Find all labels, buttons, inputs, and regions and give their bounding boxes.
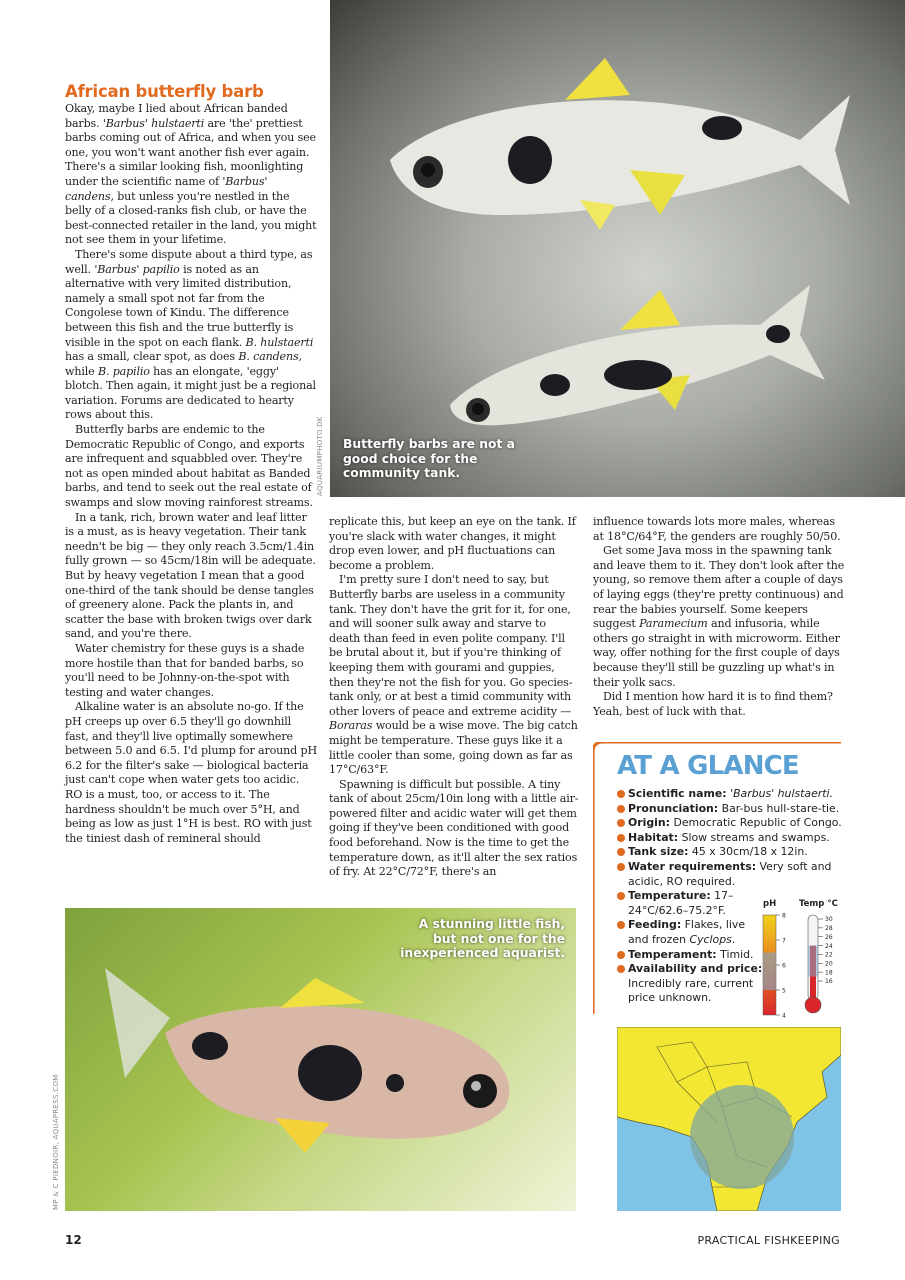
glance-label: Origin: [628,816,670,830]
text-run: . [731,932,736,946]
temp-label: Temp °C [799,899,838,909]
text-run: Spawning is difficult but possible. A tiny tank of about 25cm/10in long with a little air-powered filter and acidic water will get them going if they've been conditioned with good food beforehand. Now is the time to get the temperature down, as it'll alter the sex ratios of fry. At 22°C/72°F, there's an [329,777,579,879]
glance-item-text [628,948,768,963]
text-run: B. hulstaerti [245,335,314,349]
glance-label: Feeding: [628,918,682,932]
temp-tick-label: 16 [825,978,833,986]
page-number: 12 [65,1233,82,1247]
bullet-icon [617,848,625,856]
bullet-icon [617,892,625,900]
glance-item-text [628,918,768,947]
glance-item-text [628,889,768,918]
glance-item [617,831,847,846]
temp-tick-label: 18 [825,969,833,977]
text-run: , but unless you're nestled in the belly of a closed-ranks fish club, or have the best-connected retailer in the land, you might not see them in your lifetime. [65,189,317,247]
article-column-1 [65,102,317,846]
ph-tick-label: 7 [782,937,786,945]
temp-tick-label: 22 [825,951,833,959]
text-run: has an elongate, 'eggy' blotch. Then again, it might just be a regional variation. Forums are dedicated to hearty rows about this. [65,364,316,422]
bullet-icon [617,834,625,842]
butterfly-barbs-illustration [330,0,905,497]
bullet-icon [617,965,625,973]
text-run: Did I mention how hard it is to find them? Yeah, best of luck with that. [593,690,833,718]
bullet-icon [617,863,625,871]
article-paragraph [329,778,579,880]
glance-label: Water requirements: [628,859,757,873]
butterfly-barbs-photo [330,0,905,497]
article-column-3 [593,515,845,719]
glance-item-text [628,860,831,888]
article-paragraph [65,423,317,511]
text-run: Democratic Republic of Congo. [670,816,842,830]
lower-fish [450,285,825,425]
photo-caption: Butterfly barbs are not a good choice for the community tank. [343,437,515,481]
glance-item-text [628,845,808,858]
thermometer-bulb [805,997,821,1013]
glance-item-text [628,787,833,800]
bullet-icon [617,805,625,813]
text-run: Flakes, live and frozen [628,918,746,946]
article-paragraph [65,248,317,423]
article-paragraph [593,544,845,690]
ph-label: pH [763,899,777,909]
glance-item-text [628,802,839,815]
bullet-icon [617,951,625,959]
article-paragraph [329,515,579,573]
text-run: 'Barbus' papilio [94,262,180,276]
temp-tick-label: 26 [825,933,833,941]
photo-credit: AQUARIUMPHOTO.DK [316,416,324,496]
article-headline: African butterfly barb [65,82,264,101]
article-paragraph [65,511,317,642]
glance-label: Habitat: [628,830,679,844]
text-run: Bar-bus hull-stare-tie. [718,801,840,815]
glance-item-text [628,962,768,1006]
ph-tick-label: 4 [782,1012,786,1020]
upper-fish [390,58,850,230]
at-a-glance-title: AT A GLANCE [617,751,799,781]
glance-item-text [628,816,842,829]
ph-temperature-gauge [754,895,846,1020]
text-run: There's some dispute about a third type, as well. [65,247,313,276]
glance-item-text [628,831,830,844]
text-run: are 'the' prettiest barbs coming out of Africa, and when you see one, you won't want another fish ever again. There's a similar looking fish, moonlighting under the scientific name of [65,116,316,188]
glance-item [617,860,847,889]
text-run: In a tank, rich, brown water and leaf litter is a must, as is heavy vegetation. Their tank needn't be big — they only reach 3.5cm/1.4in fully grown — so 45cm/18in will be adequate. But by heavy vegetation I mean that a good one-third of the tank should be dense tangles of greenery alone. Pack the plants in, and scatter the base with broken twigs over dark sand, and you're there. [65,510,316,641]
text-run: replicate this, but keep an eye on the tank. If you're slack with water changes, it might drop even lower, and pH fluctuations can become a problem. [329,515,576,572]
text-run: Boraras [329,719,373,733]
glance-item [617,816,847,831]
text-run: Butterfly barbs are endemic to the Democratic Republic of Congo, and exports are infrequent and squabbled over. They're not as open minded about habitat as Banded barbs, and tend to seek out the real estate of swamps and slow moving rainforest streams. [65,423,313,510]
article-column-2 [329,515,579,880]
range-map [617,1027,841,1211]
magazine-name: PRACTICAL FISHKEEPING [697,1234,840,1247]
text-run: Get some Java moss in the spawning tank and leave them to it. They don't look after the young, so remove them after a couple of days of laying eggs (they're pretty continuous) and rear the babies yourself. Some keepers suggest [593,544,845,631]
bullet-icon [617,921,625,929]
bullet-icon [617,790,625,798]
text-run: Slow streams and swamps. [678,830,830,844]
temp-tick-label: 24 [825,942,833,950]
text-run: Timid. [716,947,754,961]
article-paragraph [65,102,317,248]
text-run: Alkaline water is an absolute no-go. If the pH creeps up over 6.5 they'll go downhill fast, and they'll live optimally somewhere between 5.0 and 6.5. I'd plump for around pH 6.2 for the filter's sake — biological bacteria just can't cope when water gets too acidic. RO is a must, too, or access to it. The hardness shouldn't be much over 5°H, and being as low as just 1°H is best. RO with just the tiniest dash of remineral should [65,700,317,845]
glance-label: Scientific name: [628,787,727,800]
glance-item [617,802,847,817]
text-run: Very soft and acidic, RO required. [628,859,832,888]
glance-label: Tank size: [628,845,689,859]
text-run: 'Barbus' hulstaerti [102,116,205,130]
text-run: 45 x 30cm/18 x 12in. [688,845,808,859]
photo-credit: MP & C PIEDNOIR, AQUAPRESS.COM [52,1074,60,1210]
article-paragraph [329,573,579,777]
text-run: is noted as an alternative with very limited distribution, namely a small spot not far from the Congolese town of Kindu. The difference between this fish and the true butterfly is visible in the spot on each flank. [65,262,294,349]
text-run: Paramecium [639,617,708,631]
article-paragraph [65,642,317,700]
temp-tick-label: 28 [825,925,833,933]
glance-label: Temperament: [628,947,717,961]
text-run: has a small, clear spot, as does [65,350,239,364]
species-range [690,1085,794,1189]
text-run: B. papilio [97,364,150,378]
temperature-optimal-band [808,946,818,977]
text-run: Okay, maybe I lied about African banded barbs. [65,102,288,130]
glance-label: Temperature: [628,889,711,903]
text-run: would be a wise move. The big catch might be temperature. These guys like it a little cooler than some, going down as far as 17°C/63°F. [329,719,578,777]
temp-tick-label: 20 [825,960,833,968]
glance-label: Availability and price: [628,962,763,976]
glance-item [617,845,847,860]
text-run: Incredibly rare, current price unknown. [628,976,754,1005]
glance-label: Pronunciation: [628,801,719,815]
ph-optimal-band [763,953,776,991]
temp-tick-label: 30 [825,916,833,924]
text-run: influence towards lots more males, whereas at 18°C/64°F, the genders are roughly 50/50. [593,515,841,543]
africa-map [617,1027,841,1211]
photo-caption: A stunning little fish, but not one for the inexperienced aquarist. [400,917,565,961]
text-run: B. candens, [238,350,302,364]
text-run: Cyclops [689,932,732,946]
text-run: 'Barbus' candens [65,174,268,203]
text-run: 17–24°C/62.6–75.2°F. [628,889,734,917]
article-paragraph [593,515,845,544]
article-paragraph [593,690,845,719]
text-run: I'm pretty sure I don't need to say, but Butterfly barbs are useless in a community tank. They don't have the grit for it, for one, and will sooner sulk away and starve to death than feed in even polite company. I'll be brutal about it, but if you're thinking of keeping them with gourami and guppies, then they're not the fish for you. Go species-tank only, or at best a timid community with other lovers of peace and extreme acidity — [329,573,573,718]
bullet-icon [617,819,625,827]
text-run: while [65,364,98,378]
text-run: Water chemistry for these guys is a shade more hostile than that for banded barbs, so you'll need to be Johnny-on-the-spot with testing and water changes. [65,641,305,699]
ph-tick-label: 8 [782,912,786,920]
text-run: 'Barbus' hulstaerti. [730,787,834,800]
glance-item [617,787,847,802]
text-run: and infusoria, while others go straight in with microworm. Either way, offer nothing for the first couple of days because they'll still be guzzling up what's in their yolk sacs. [593,617,840,689]
ph-tick-label: 5 [782,987,786,995]
article-paragraph [65,700,317,846]
ph-tick-label: 6 [782,962,786,970]
